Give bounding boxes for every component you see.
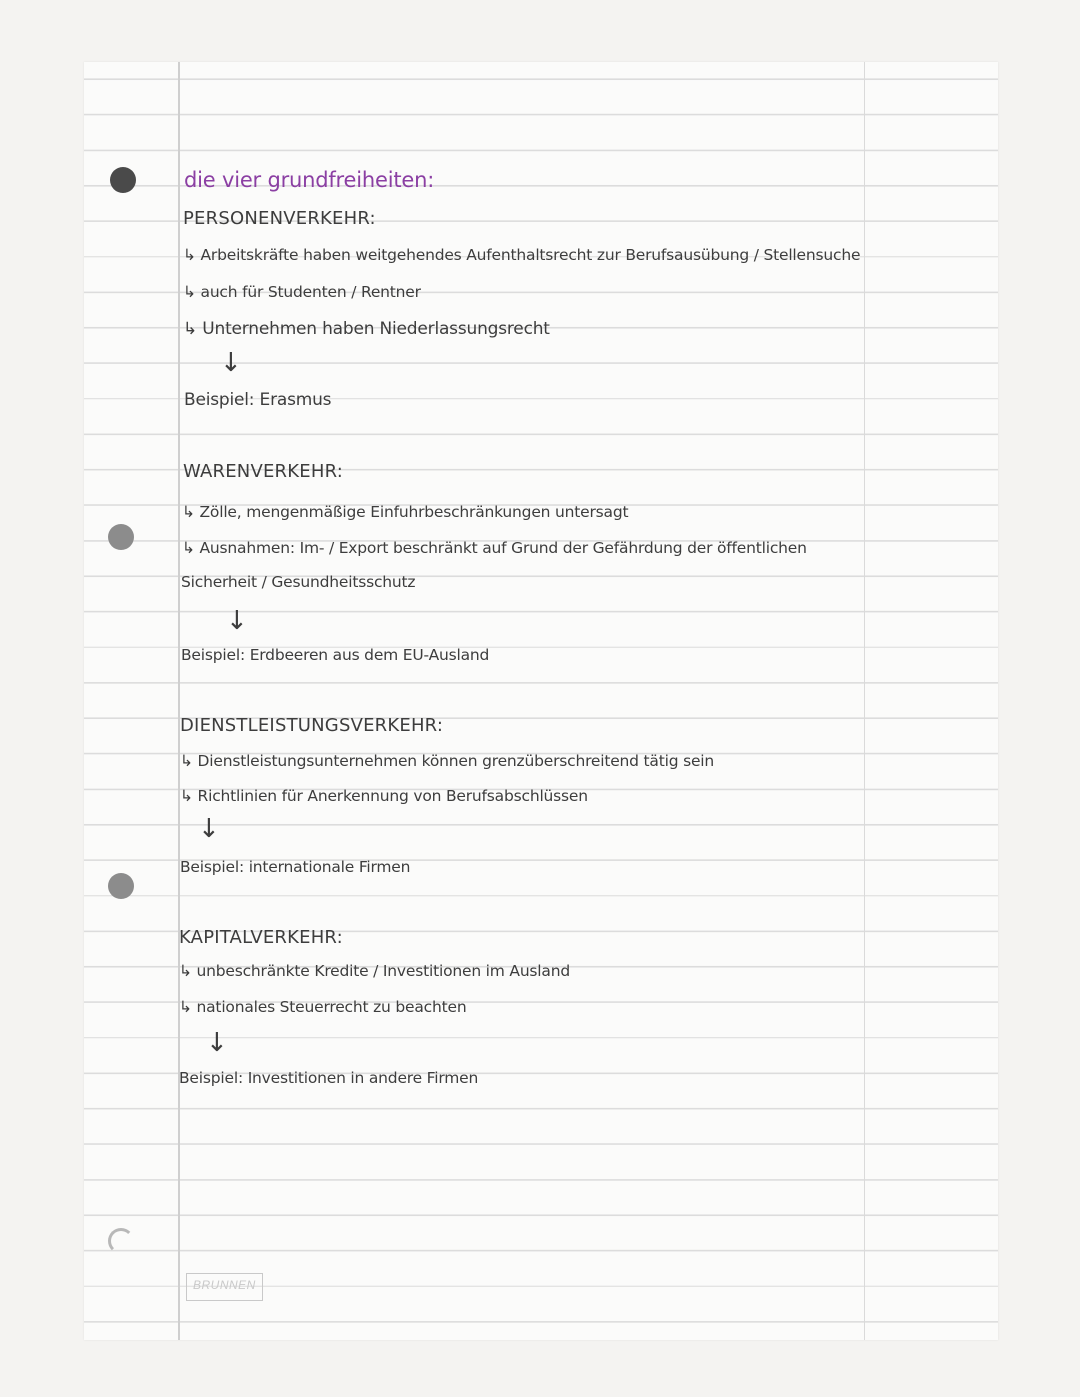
punch-hole [108,1228,134,1254]
list-item: ↳ nationales Steuerrecht zu beachten [179,998,467,1016]
page-title: die vier grundfreiheiten: [184,168,435,192]
section-heading: DIENSTLEISTUNGSVERKEHR: [180,715,444,736]
list-item: Sicherheit / Gesundheitsschutz [181,573,416,591]
punch-hole [108,873,134,899]
margin-line [178,62,180,1340]
list-item: ↳ unbeschränkte Kredite / Investitionen im Ausland [179,962,570,980]
arrow-down-icon: ↓ [206,1028,228,1058]
list-item: ↳ Arbeitskräfte haben weitgehendes Aufenthaltsrecht zur Berufsausübung / Stellensuche [183,246,861,264]
brand-logo: BRUNNEN [186,1273,263,1301]
list-item: ↳ Richtlinien für Anerkennung von Berufsabschlüssen [180,787,588,805]
example-line: Beispiel: Erasmus [184,390,332,410]
arrow-down-icon: ↓ [220,348,242,378]
list-item: ↳ Zölle, mengenmäßige Einfuhrbeschränkungen untersagt [182,503,629,521]
list-item: ↳ Dienstleistungsunternehmen können grenzüberschreitend tätig sein [180,752,715,770]
punch-hole [108,524,134,550]
arrow-down-icon: ↓ [198,814,220,844]
example-line: Beispiel: internationale Firmen [180,858,411,876]
right-margin-line [864,62,865,1340]
list-item: ↳ Ausnahmen: Im- / Export beschränkt auf Grund der Gefährdung der öffentlichen [182,539,807,557]
punch-hole [110,167,136,193]
list-item: ↳ Unternehmen haben Niederlassungsrecht [183,319,550,339]
section-heading: WARENVERKEHR: [183,461,343,482]
section-heading: KAPITALVERKEHR: [179,927,343,948]
list-item: ↳ auch für Studenten / Rentner [183,283,421,301]
arrow-down-icon: ↓ [226,606,248,636]
section-heading: PERSONENVERKEHR: [183,208,376,229]
example-line: Beispiel: Erdbeeren aus dem EU-Ausland [181,646,490,664]
example-line: Beispiel: Investitionen in andere Firmen [179,1069,479,1087]
